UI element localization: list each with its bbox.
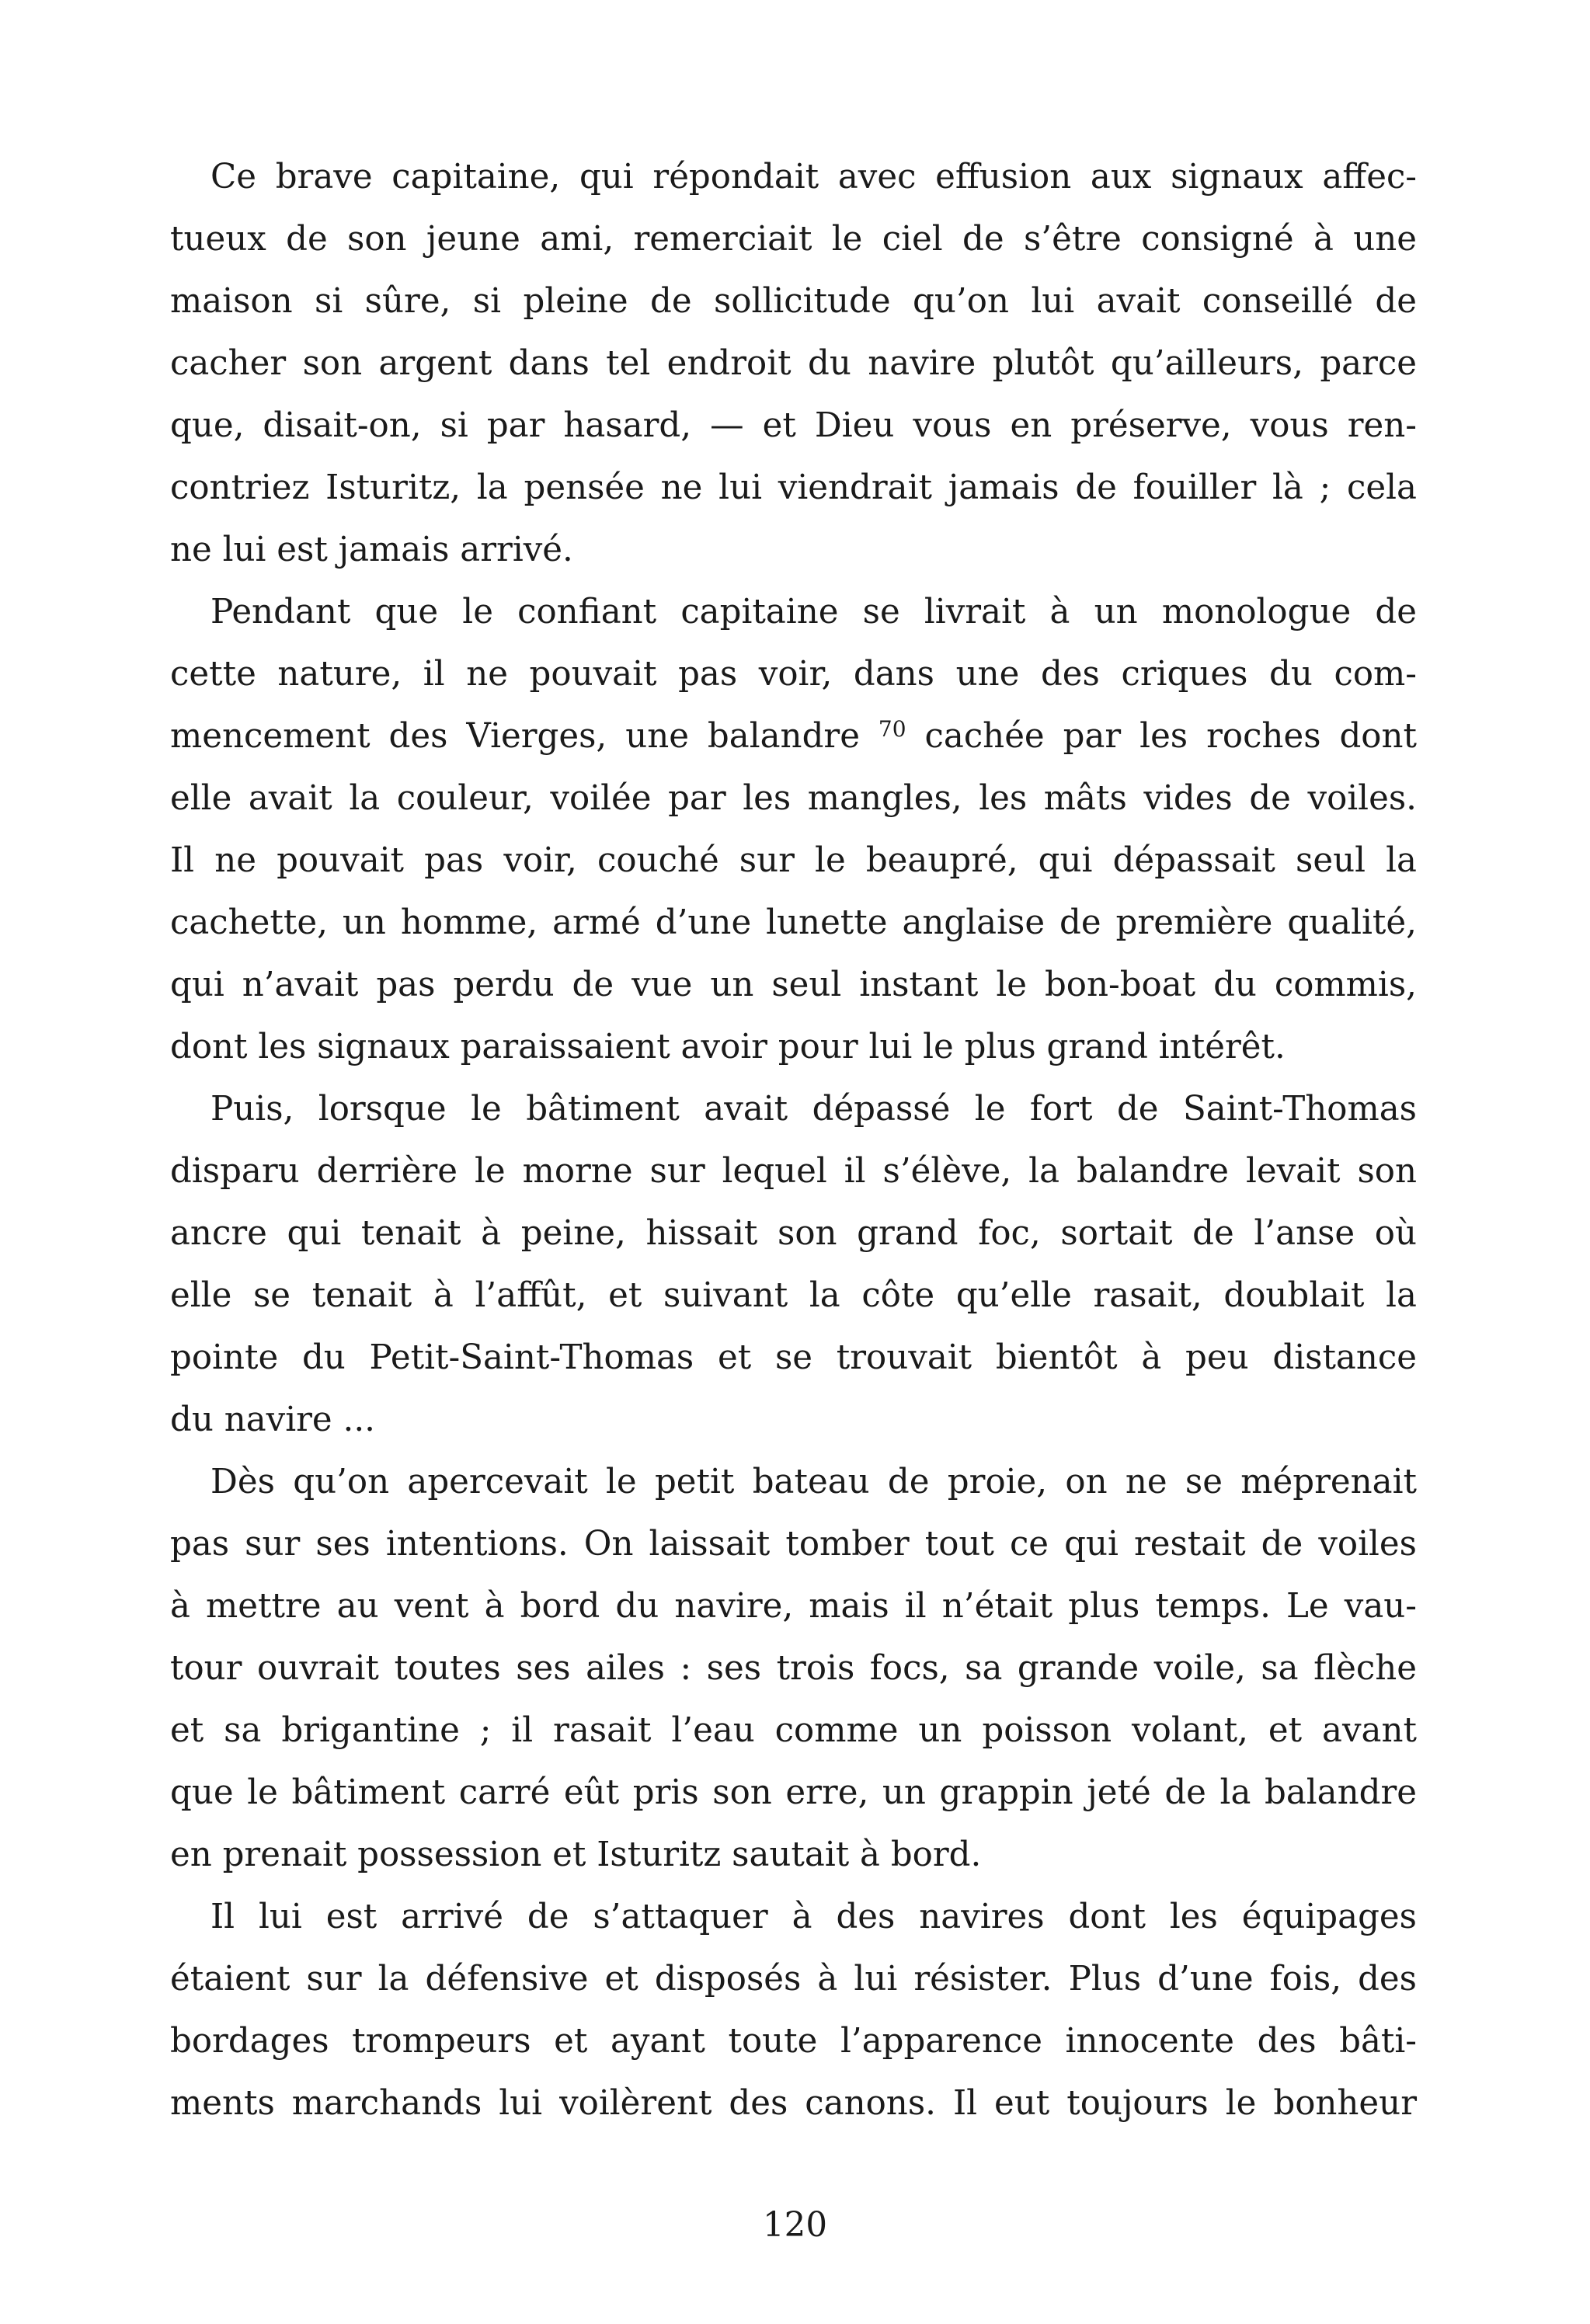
- text-line: Puis, lorsque le bâtiment avait dépassé le fort de Saint-Thomas: [210, 1090, 1417, 1129]
- page-number: 120: [762, 2206, 828, 2245]
- text-line: et sa brigantine ; il rasait l’eau comme un poisson volant, et avant: [170, 1711, 1417, 1750]
- body-text: [170, 146, 1417, 2134]
- text-line-with-footnote: [170, 705, 1417, 767]
- text-line: du navire ...: [170, 1400, 375, 1439]
- text-line: maison si sûre, si pleine de sollicitude qu’on lui avait conseillé de: [170, 282, 1417, 321]
- text-line: Pendant que le confiant capitaine se livrait à un monologue de: [210, 593, 1417, 631]
- text-line: elle avait la couleur, voilée par les mangles, les mâts vides de voiles.: [170, 779, 1417, 818]
- text-line: qui n’avait pas perdu de vue un seul instant le bon-boat du commis,: [170, 965, 1417, 1004]
- text-line: disparu derrière le morne sur lequel il s’élève, la balandre levait son: [170, 1152, 1417, 1191]
- text-line: pointe du Petit-Saint-Thomas et se trouvait bientôt à peu distance: [170, 1338, 1417, 1377]
- text-line: que, disait-on, si par hasard, — et Dieu vous en préserve, vous ren-: [170, 406, 1417, 445]
- text-line: elle se tenait à l’affût, et suivant la côte qu’elle rasait, doublait la: [170, 1276, 1417, 1315]
- text-line: cette nature, il ne pouvait pas voir, dans une des criques du com-: [170, 655, 1417, 694]
- text-line: Ce brave capitaine, qui répondait avec effusion aux signaux affec-: [210, 158, 1417, 197]
- text-line: tour ouvrait toutes ses ailes : ses trois focs, sa grande voile, sa flèche: [170, 1649, 1417, 1688]
- text-line: contriez Isturitz, la pensée ne lui viendrait jamais de fouiller là ; cela: [170, 468, 1417, 507]
- text-line: à mettre au vent à bord du navire, mais il n’était plus temps. Le vau-: [170, 1587, 1417, 1626]
- text-line: cacher son argent dans tel endroit du navire plutôt qu’ailleurs, parce: [170, 344, 1417, 383]
- text-line: Dès qu’on apercevait le petit bateau de proie, on ne se méprenait: [210, 1463, 1417, 1501]
- text-line: cachette, un homme, armé d’une lunette anglaise de première qualité,: [170, 903, 1417, 942]
- text-line: Il ne pouvait pas voir, couché sur le beaupré, qui dépassait seul la: [170, 841, 1417, 880]
- text-line: bordages trompeurs et ayant toute l’apparence innocente des bâti-: [170, 2022, 1417, 2061]
- text-line: ne lui est jamais arrivé.: [170, 531, 573, 569]
- text-line: tueux de son jeune ami, remerciait le ciel de s’être consigné à une: [170, 220, 1417, 259]
- text-line: étaient sur la défensive et disposés à lui résister. Plus d’une fois, des: [170, 1960, 1417, 1999]
- text-line: ments marchands lui voilèrent des canons. Il eut toujours le bonheur: [170, 2084, 1417, 2123]
- text-segment: cachée par les roches dont: [924, 717, 1417, 756]
- text-line: Il lui est arrivé de s’attaquer à des navires dont les équipages: [210, 1898, 1417, 1936]
- text-segment: mencement des Vierges, une balandre: [170, 717, 860, 756]
- text-line: pas sur ses intentions. On laissait tomber tout ce qui restait de voiles: [170, 1525, 1417, 1564]
- text-line: que le bâtiment carré eût pris son erre, un grappin jeté de la balandre: [170, 1773, 1417, 1812]
- text-line: en prenait possession et Isturitz sautait à bord.: [170, 1835, 982, 1874]
- text-line: ancre qui tenait à peine, hissait son grand foc, sortait de l’anse où: [170, 1214, 1417, 1253]
- text-line: dont les signaux paraissaient avoir pour lui le plus grand intérêt.: [170, 1028, 1286, 1066]
- footnote-reference: 70: [878, 716, 906, 742]
